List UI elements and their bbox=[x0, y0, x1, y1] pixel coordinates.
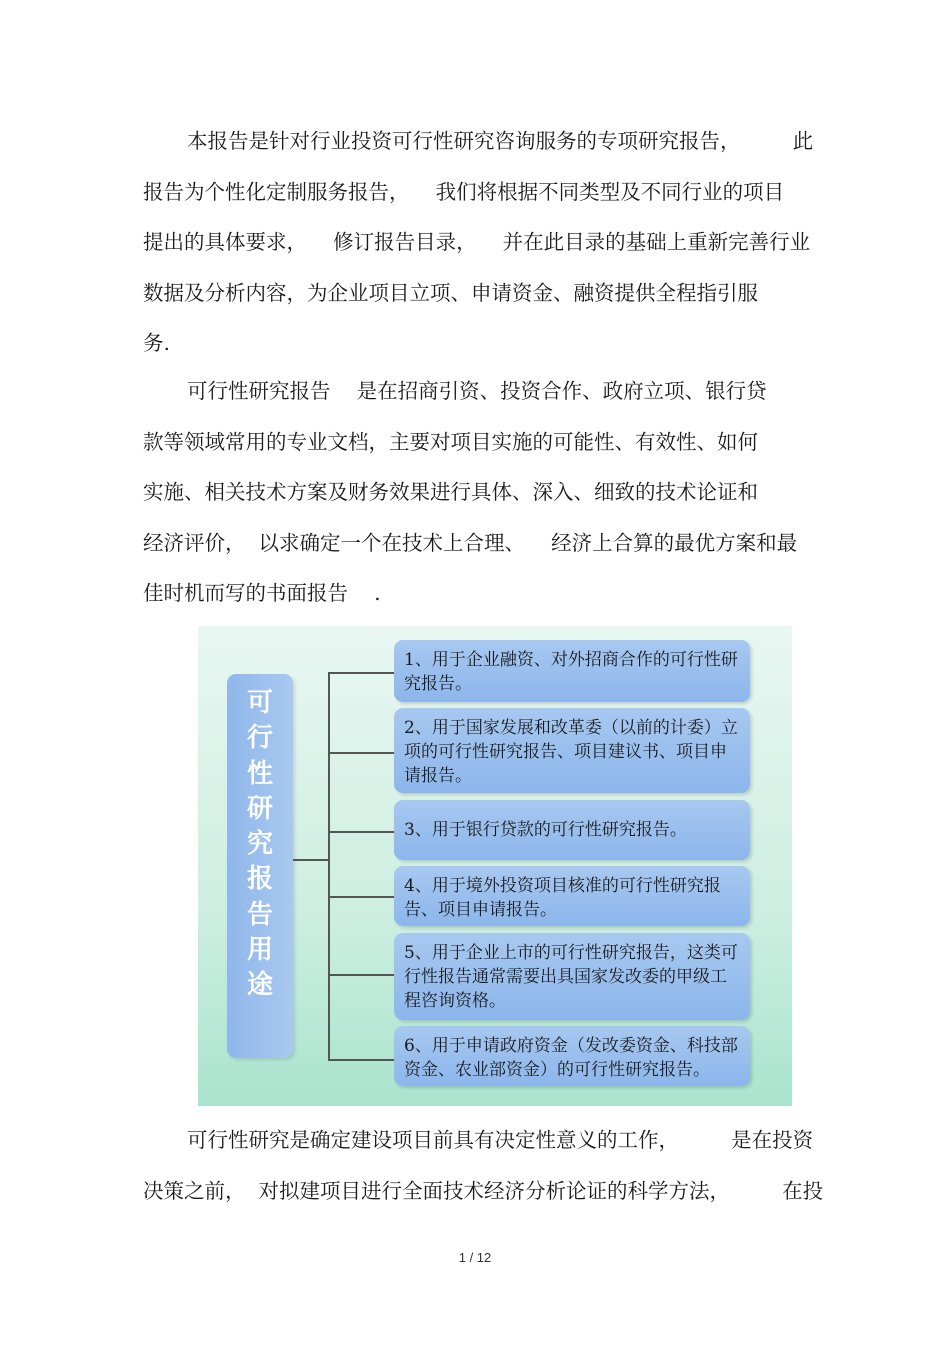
use-item-text: 3、用于银行贷款的可行性研究报告。 bbox=[404, 820, 687, 840]
text-line: 经济评价， 以求确定一个在技术上合理、 经济上合算的最优方案和最 bbox=[143, 530, 798, 555]
text-line: 可行性研究报告 是在招商引资、投资合作、政府立项、银行贷 bbox=[187, 379, 767, 403]
report-uses-diagram bbox=[198, 626, 792, 1106]
text-line: 佳时机而写的书面报告 . bbox=[143, 581, 381, 605]
paragraph-feasibility bbox=[143, 1115, 824, 1216]
use-item-4 bbox=[394, 866, 750, 926]
use-item-2 bbox=[394, 708, 750, 793]
connector-branch bbox=[328, 974, 394, 976]
text-line: 报告为个性化定制服务报告， 我们将根据不同类型及不同行业的项目 bbox=[143, 179, 785, 204]
connector-branch bbox=[328, 672, 394, 674]
connector-branch bbox=[328, 831, 394, 833]
text-line: 款等领域常用的专业文档，主要对项目实施的可能性、有效性、如何 bbox=[143, 429, 758, 454]
page-number: 1 / 12 bbox=[458, 1250, 492, 1265]
use-item-text: 4、用于境外投资项目核准的可行性研究报告、项目申请报告。 bbox=[404, 876, 721, 920]
use-item-text: 2、用于国家发展和改革委（以前的计委）立项的可行性研究报告、项目建议书、项目申请报告。 bbox=[404, 718, 738, 786]
connector-branch bbox=[328, 752, 394, 754]
text-line: 务. bbox=[143, 331, 171, 355]
paragraph-intro bbox=[143, 116, 814, 369]
use-item-text: 6、用于申请政府资金（发改委资金、科技部资金、农业部资金）的可行性研究报告。 bbox=[404, 1036, 738, 1080]
use-item-5 bbox=[394, 933, 750, 1020]
text-line: 本报告是针对行业投资可行性研究咨询服务的专项研究报告， 此 bbox=[187, 129, 814, 153]
connector-branch bbox=[328, 896, 394, 898]
use-item-1 bbox=[394, 640, 750, 702]
paragraph-definition bbox=[143, 366, 808, 619]
use-item-text: 1、用于企业融资、对外招商合作的可行性研究报告。 bbox=[404, 650, 738, 694]
text-line: 实施、相关技术方案及财务效果进行具体、深入、细致的技术论证和 bbox=[143, 480, 758, 504]
connector-stem bbox=[293, 859, 329, 861]
diagram-title-box bbox=[227, 674, 293, 1058]
use-item-text: 5、用于企业上市的可行性研究报告，这类可行性报告通常需要出具国家发改委的甲级工程咨询资格。 bbox=[404, 943, 738, 1011]
connector-trunk bbox=[328, 672, 330, 1061]
text-line: 决策之前， 对拟建项目进行全面技术经济分析论证的科学方法， 在投 bbox=[143, 1178, 824, 1203]
text-line: 提出的具体要求， 修订报告目录， 并在此目录的基础上重新完善行业 bbox=[143, 230, 811, 254]
use-item-3 bbox=[394, 800, 750, 860]
diagram-title: 可 行 性 研 究 报 告 用 途 bbox=[246, 688, 273, 1001]
text-line: 可行性研究是确定建设项目前具有决定性意义的工作， 是在投资 bbox=[187, 1128, 814, 1152]
text-line: 数据及分析内容，为企业项目立项、申请资金、融资提供全程指引服 bbox=[143, 280, 758, 305]
connector-branch bbox=[328, 1059, 394, 1061]
use-item-6 bbox=[394, 1026, 750, 1086]
